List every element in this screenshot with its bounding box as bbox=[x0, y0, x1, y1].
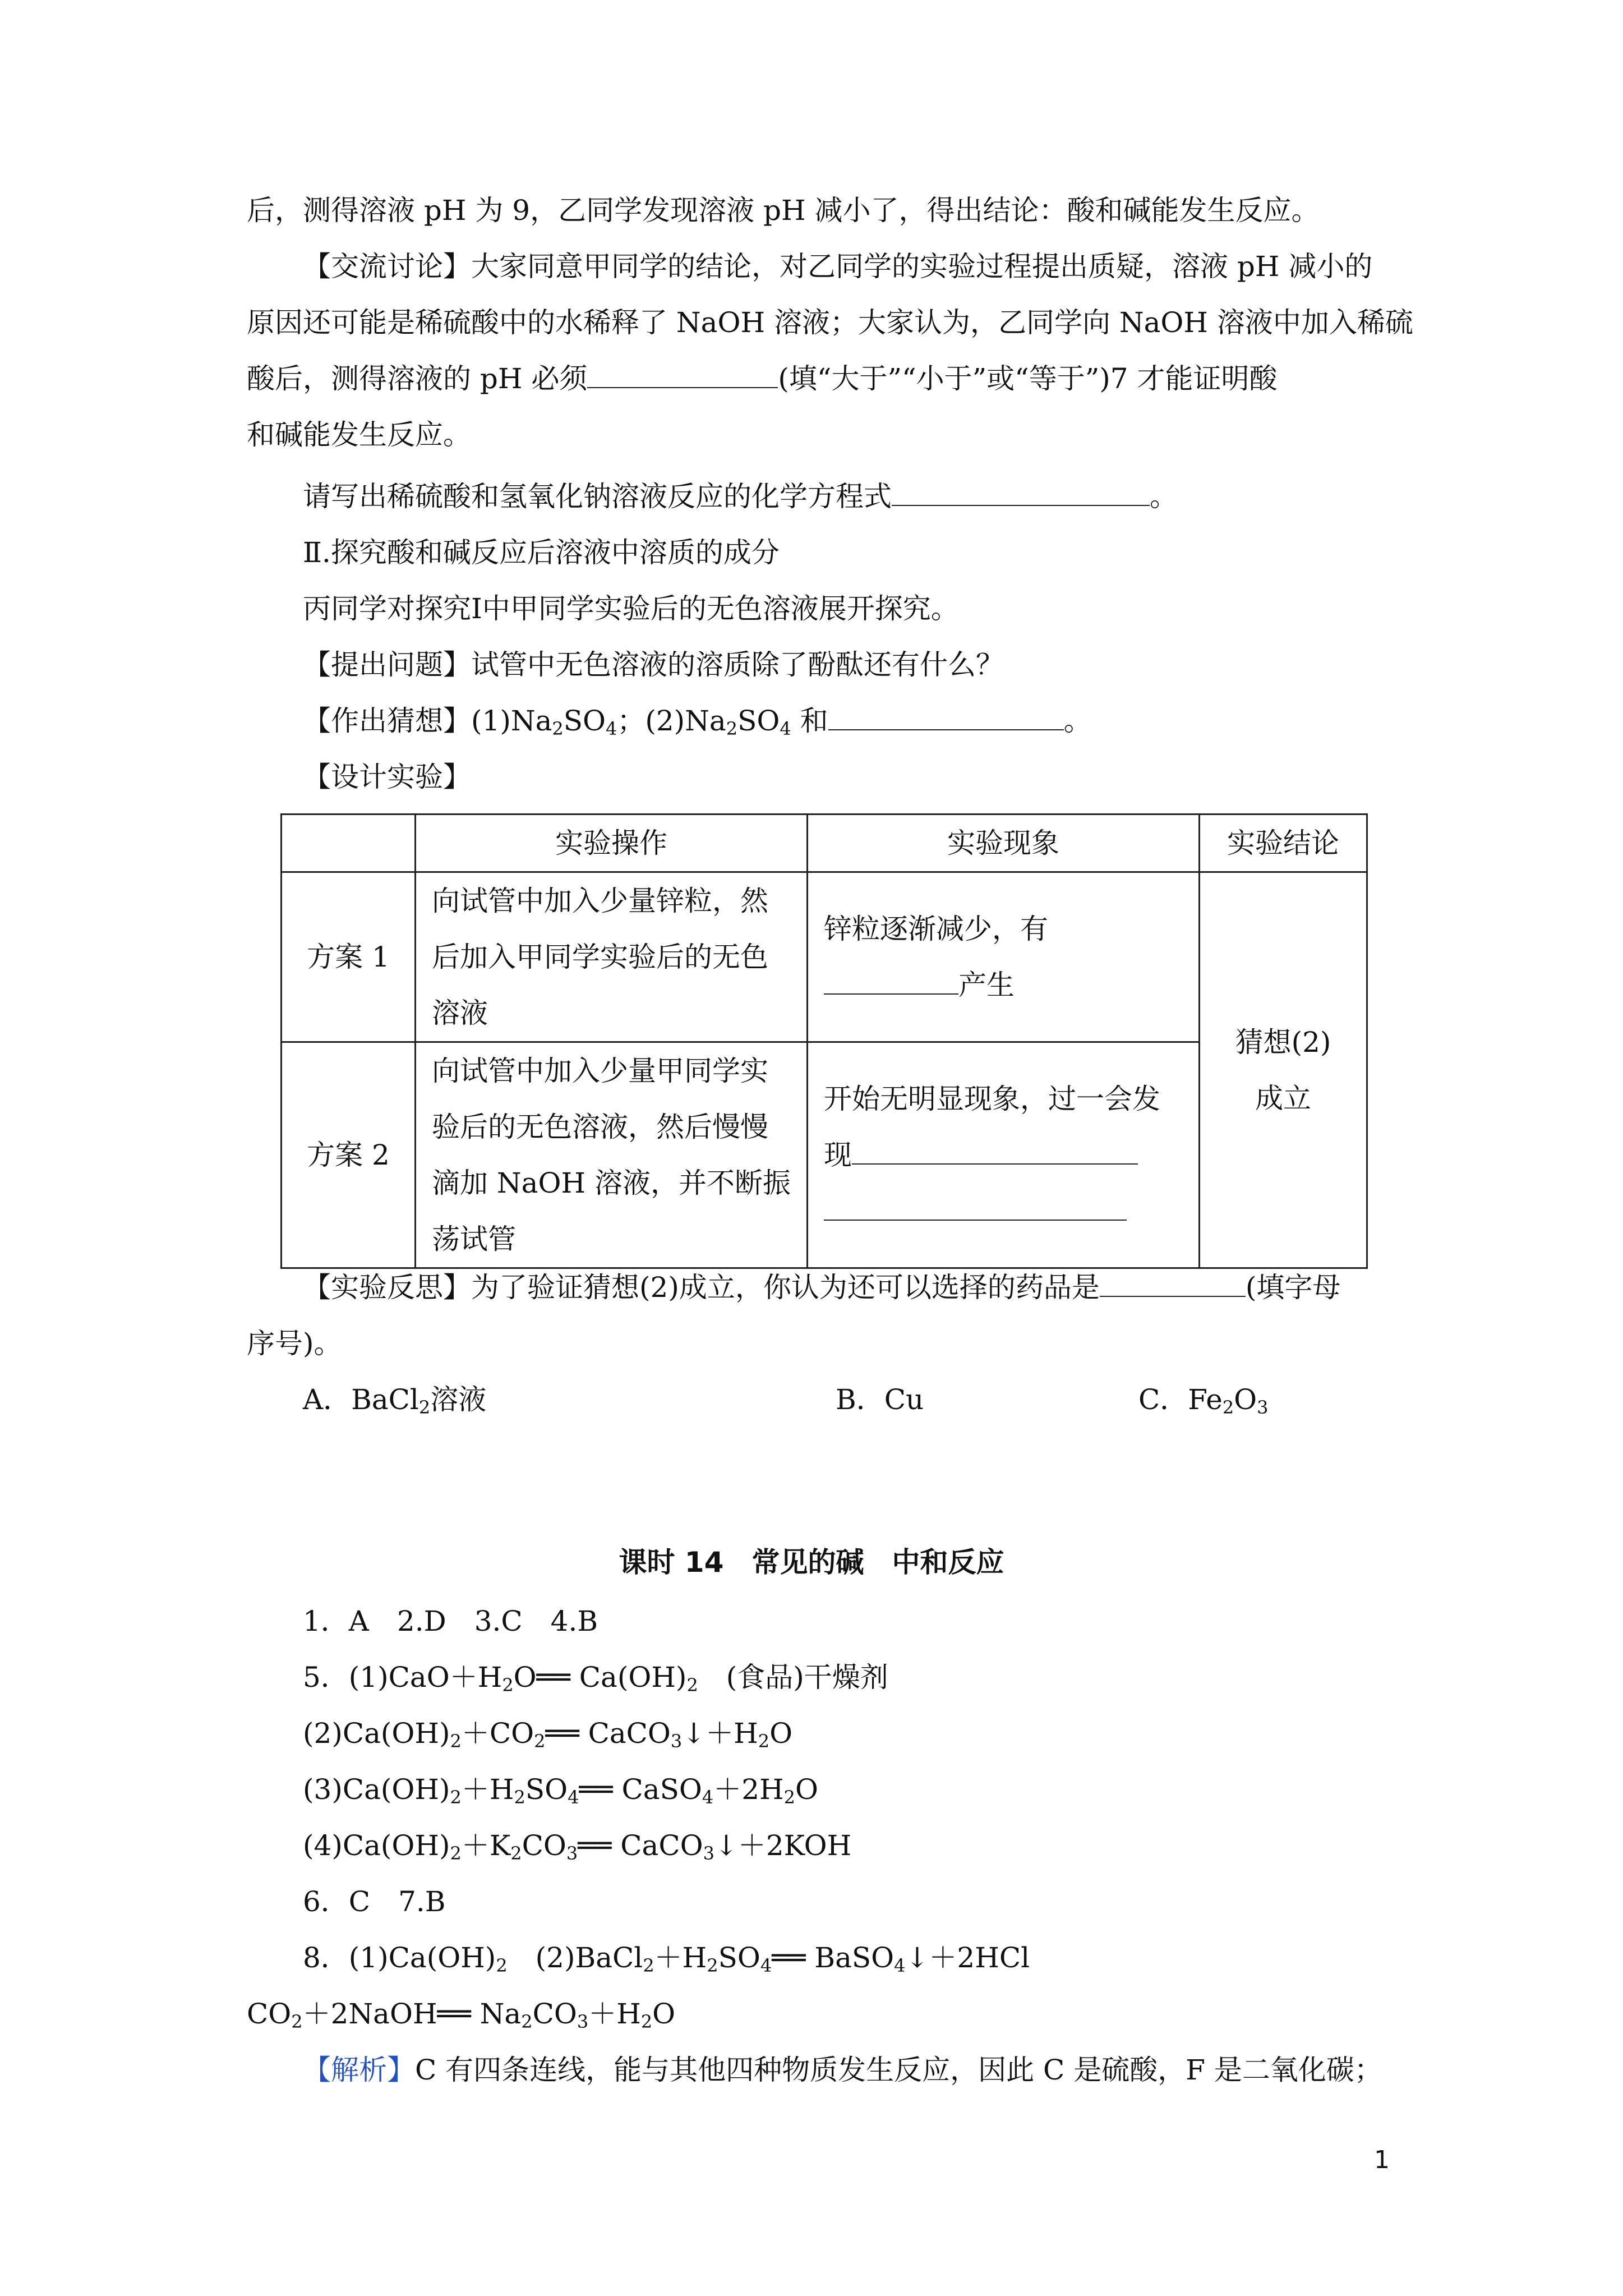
text: 现 bbox=[824, 1139, 852, 1171]
table-header-cell bbox=[282, 815, 416, 872]
table-header-cell: 实验现象 bbox=[808, 815, 1200, 872]
text-line: 和碱能发生反应。 bbox=[247, 418, 471, 451]
subscript: 4 bbox=[760, 1955, 772, 1976]
text: (2)BaCl bbox=[507, 1941, 643, 1974]
subscript: 2 bbox=[450, 1843, 462, 1864]
text: 。 bbox=[1150, 480, 1178, 513]
operation-cell bbox=[416, 872, 808, 1042]
text-line bbox=[303, 1268, 1340, 1307]
text: SO bbox=[737, 705, 780, 737]
analysis-tag: 【解析】 bbox=[303, 2054, 415, 2086]
subscript: 3 bbox=[577, 2011, 589, 2032]
text: CO bbox=[532, 1998, 577, 2030]
text: O bbox=[795, 1773, 818, 1806]
text: 溶液 bbox=[430, 1383, 487, 1416]
subscript: 3 bbox=[566, 1843, 578, 1864]
text: O bbox=[652, 1998, 676, 2030]
answer-line bbox=[303, 1938, 1030, 1977]
text: ＋H bbox=[461, 1773, 514, 1806]
text: 向试管中加入少量锌粒，然 bbox=[432, 885, 768, 917]
experiment-table bbox=[280, 813, 1368, 1269]
text: 荡试管 bbox=[432, 1223, 516, 1255]
text-line: 序号)。 bbox=[247, 1327, 342, 1360]
text: ↓＋H bbox=[682, 1717, 758, 1750]
answer-blank[interactable] bbox=[1100, 1268, 1246, 1297]
subscript: 2 bbox=[783, 1787, 795, 1808]
text: SO bbox=[525, 1773, 568, 1806]
text: 8．(1)Ca(OH) bbox=[303, 1941, 496, 1974]
answer-line: 6．C 7.B bbox=[303, 1885, 446, 1918]
subscript: 4 bbox=[894, 1955, 906, 1976]
subscript: 4 bbox=[568, 1787, 579, 1808]
answer-line bbox=[303, 1658, 888, 1697]
text: 滴加 NaOH 溶液，并不断振 bbox=[432, 1167, 791, 1199]
text: 成立 bbox=[1255, 1082, 1311, 1115]
text: ＋H bbox=[654, 1941, 707, 1974]
text-line bbox=[303, 701, 1092, 740]
subscript: 2 bbox=[758, 1731, 770, 1752]
text-line: 【交流讨论】大家同意甲同学的结论，对乙同学的实验过程提出质疑，溶液 pH 减小的 bbox=[303, 250, 1373, 283]
text: CO bbox=[522, 1829, 566, 1862]
subscript: 2 bbox=[534, 1731, 546, 1752]
text: (2)Ca(OH) bbox=[303, 1717, 450, 1750]
answer-line: 1．A 2.D 3.C 4.B bbox=[303, 1605, 598, 1637]
text: ══ CaSO bbox=[579, 1773, 702, 1806]
text: 后加入甲同学实验后的无色 bbox=[432, 941, 768, 973]
text: C．Fe bbox=[1138, 1383, 1223, 1416]
option-c bbox=[1138, 1380, 1269, 1419]
text: 锌粒逐渐减少，有 bbox=[824, 913, 1048, 945]
text: 【实验反思】为了验证猜想(2)成立，你认为还可以选择的药品是 bbox=[303, 1271, 1100, 1304]
text: (食品)干燥剂 bbox=[698, 1661, 888, 1694]
text: CO bbox=[247, 1998, 292, 2030]
text-line bbox=[247, 359, 1278, 398]
subscript: 2 bbox=[418, 1397, 431, 1418]
subscript: 2 bbox=[521, 2011, 533, 2032]
text: ↓＋2HCl bbox=[905, 1941, 1030, 1974]
text-line: 【提出问题】试管中无色溶液的溶质除了酚酞还有什么？ bbox=[303, 648, 1004, 681]
subscript: 2 bbox=[502, 1674, 514, 1696]
table-header-cell: 实验操作 bbox=[416, 815, 808, 872]
subscript: 3 bbox=[670, 1731, 683, 1752]
answer-blank[interactable] bbox=[828, 701, 1064, 730]
subscript: 2 bbox=[686, 1674, 698, 1696]
text-line: 丙同学对探究Ⅰ中甲同学实验后的无色溶液展开探究。 bbox=[303, 592, 959, 625]
text: 溶液 bbox=[432, 997, 488, 1029]
text: 和 bbox=[791, 705, 828, 737]
subscript: 2 bbox=[726, 718, 738, 739]
text: 【作出猜想】(1)Na bbox=[303, 705, 552, 737]
text: 验后的无色溶液，然后慢慢 bbox=[432, 1111, 768, 1143]
subscript: 2 bbox=[707, 1955, 718, 1976]
subscript: 4 bbox=[780, 718, 791, 739]
subscript: 3 bbox=[1257, 1397, 1269, 1418]
text: 5．(1)CaO＋H bbox=[303, 1661, 502, 1694]
table-row bbox=[282, 872, 1367, 1042]
text: C 有四条连线，能与其他四种物质发生反应，因此 C 是硫酸，F 是二氧化碳； bbox=[415, 2054, 1382, 2086]
plan-name: 方案 2 bbox=[282, 1042, 416, 1268]
text: SO bbox=[563, 705, 606, 737]
answer-line bbox=[303, 1826, 851, 1865]
text: ↓＋2KOH bbox=[714, 1829, 852, 1862]
subscript: 4 bbox=[606, 718, 617, 739]
text: ══ CaCO bbox=[545, 1717, 671, 1750]
answer-line bbox=[247, 1994, 675, 2033]
subscript: 2 bbox=[1222, 1397, 1234, 1418]
text: (填“大于”“小于”或“等于”)7 才能证明酸 bbox=[778, 362, 1278, 395]
subscript: 2 bbox=[643, 1955, 654, 1976]
subscript: 4 bbox=[702, 1787, 714, 1808]
answer-blank[interactable] bbox=[824, 1191, 1127, 1221]
table-header-cell: 实验结论 bbox=[1200, 815, 1367, 872]
answer-blank[interactable] bbox=[892, 477, 1150, 506]
phenomenon-cell bbox=[808, 1042, 1200, 1268]
text: 。 bbox=[1063, 705, 1092, 737]
text: ══ BaSO bbox=[772, 1941, 895, 1974]
text: 猜想(2) bbox=[1235, 1025, 1331, 1059]
table-header-row bbox=[282, 815, 1367, 872]
answer-blank[interactable] bbox=[852, 1135, 1138, 1165]
text: O══ Ca(OH) bbox=[513, 1661, 687, 1694]
answer-line bbox=[303, 1714, 792, 1753]
operation-cell bbox=[416, 1042, 808, 1268]
answer-blank[interactable] bbox=[824, 965, 958, 995]
subscript: 2 bbox=[496, 1955, 508, 1976]
answer-blank[interactable] bbox=[587, 359, 778, 388]
option-b: B．Cu bbox=[836, 1383, 924, 1416]
text: O bbox=[769, 1717, 793, 1750]
page-number: 1 bbox=[1374, 2146, 1390, 2174]
text-line: 【设计实验】 bbox=[303, 761, 471, 793]
subscript: 2 bbox=[510, 1843, 522, 1864]
text: O bbox=[1234, 1383, 1257, 1416]
text: ══ CaCO bbox=[578, 1829, 703, 1862]
analysis-line bbox=[303, 2050, 1382, 2090]
text: SO bbox=[718, 1941, 760, 1974]
text: ＋2NaOH══ Na bbox=[302, 1998, 522, 2030]
subscript: 3 bbox=[703, 1843, 714, 1864]
text: ＋CO bbox=[461, 1717, 534, 1750]
option-a bbox=[303, 1380, 486, 1419]
text bbox=[824, 957, 1183, 1013]
text: 产生 bbox=[958, 969, 1015, 1001]
phenomenon-cell bbox=[808, 872, 1200, 1042]
text: (4)Ca(OH) bbox=[303, 1829, 450, 1862]
answer-section-title: 课时 14 常见的碱 中和反应 bbox=[619, 1546, 1004, 1579]
text bbox=[824, 1127, 1183, 1183]
plan-name: 方案 1 bbox=[282, 872, 416, 1042]
text: 酸后，测得溶液的 pH 必须 bbox=[247, 362, 588, 395]
text: 请写出稀硫酸和氢氧化钠溶液反应的化学方程式 bbox=[303, 480, 892, 513]
text bbox=[824, 1183, 1183, 1239]
text-line bbox=[303, 477, 1178, 516]
subscript: 2 bbox=[291, 2011, 303, 2032]
subscript: 2 bbox=[514, 1787, 525, 1808]
text: (3)Ca(OH) bbox=[303, 1773, 450, 1806]
text: A．BaCl bbox=[303, 1383, 419, 1416]
section-heading: Ⅱ.探究酸和碱反应后溶液中溶质的成分 bbox=[303, 536, 780, 569]
subscript: 2 bbox=[640, 2011, 653, 2032]
text: ＋H bbox=[588, 1998, 641, 2030]
conclusion-cell bbox=[1200, 872, 1367, 1268]
text: ＋K bbox=[461, 1829, 511, 1862]
subscript: 2 bbox=[552, 718, 564, 739]
text-line: 后，测得溶液 pH 为 9，乙同学发现溶液 pH 减小了，得出结论：酸和碱能发生反应。 bbox=[247, 194, 1320, 227]
subscript: 2 bbox=[450, 1731, 462, 1752]
text: ＋2H bbox=[713, 1773, 784, 1806]
text-line: 原因还可能是稀硫酸中的水稀释了 NaOH 溶液；大家认为，乙同学向 NaOH 溶液中加入稀硫 bbox=[247, 306, 1413, 339]
answer-line bbox=[303, 1770, 818, 1809]
subscript: 2 bbox=[450, 1787, 462, 1808]
text: 向试管中加入少量甲同学实 bbox=[432, 1055, 768, 1087]
text: (填字母 bbox=[1245, 1271, 1341, 1304]
text: 开始无明显现象，过一会发 bbox=[824, 1083, 1160, 1115]
text: ；(2)Na bbox=[617, 705, 726, 737]
